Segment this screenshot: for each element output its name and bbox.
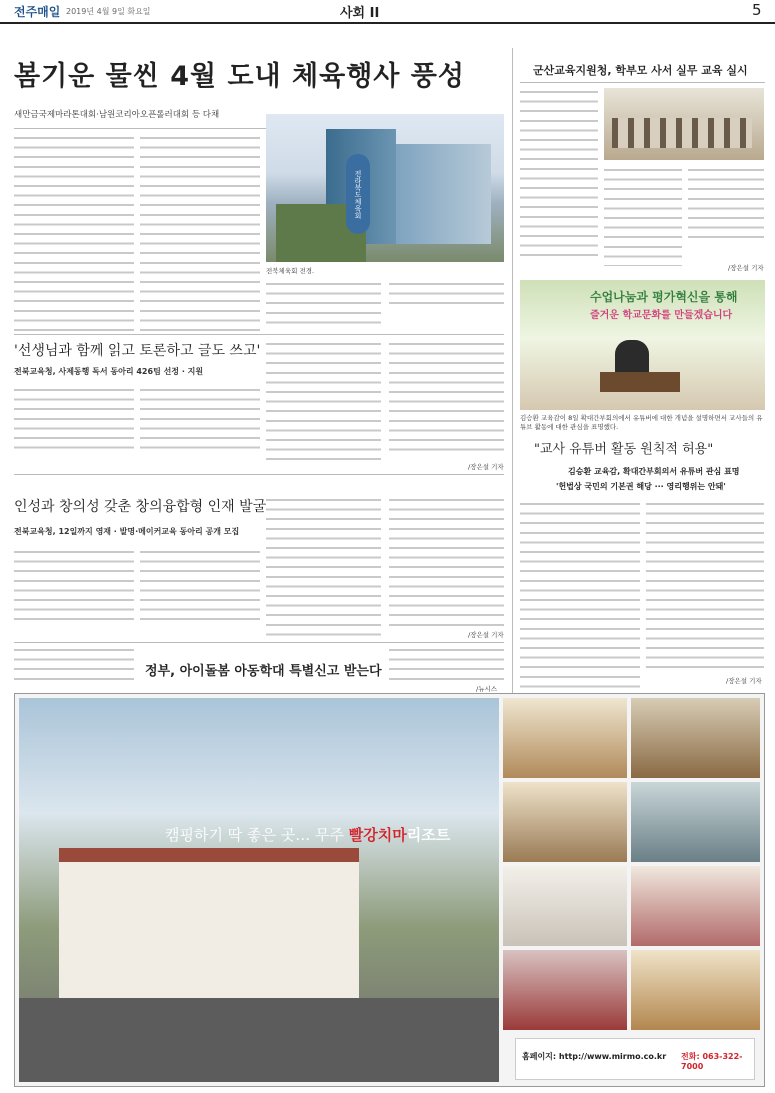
youtube-byline: /장은설 기자 [726, 677, 762, 685]
right-top-headline: 군산교육지원청, 학부모 사서 실무 교육 실시 [533, 64, 748, 77]
reading-body-col2 [140, 386, 260, 456]
youtube-quote: "교사 유튜버 활동 원칙적 허용" [534, 442, 714, 457]
right-top-photo [604, 88, 764, 160]
ad-contact-box [515, 1038, 755, 1080]
youtube-subheadline-2: '헌법상 국민의 기본권 해당 ··· 영리행위는 안돼' [556, 482, 726, 491]
reading-body-col1 [14, 386, 134, 456]
ad-brand-suffix: 리조트 [406, 826, 451, 844]
main-photo-caption: 전북체육회 전경. [266, 267, 315, 275]
ad-photo-3 [503, 782, 627, 862]
ad-photo-8 [631, 950, 760, 1030]
talent-subheadline: 전북교육청, 12일까지 영재 · 발명·메이커교육 동아리 공개 모집 [14, 527, 240, 536]
ad-slogan-text: 캠핑하기 딱 좋은 곳… 무주 [165, 826, 344, 844]
right-top-body-col1 [520, 88, 598, 263]
right-top-body-col3 [688, 166, 764, 246]
reading-body-col3 [266, 340, 381, 460]
main-body-col1 [14, 134, 134, 334]
talent-body-col1 [14, 548, 134, 628]
ad-phone: 전화: 063-322-7000 [681, 1052, 743, 1071]
advertisement [14, 693, 765, 1087]
talent-byline: /장은설 기자 [468, 631, 504, 639]
paper-name: 전주매일 [14, 5, 61, 19]
parking-lot [19, 998, 499, 1082]
ad-photo-5 [503, 866, 627, 946]
right-top-byline: /장은설 기자 [728, 264, 764, 272]
main-body-col3 [266, 280, 381, 330]
resort-building [59, 848, 359, 1002]
ad-brand: 빨강치마 [348, 826, 407, 844]
youtube-body-col1 [520, 500, 640, 688]
youtube-body-col2 [646, 500, 764, 670]
main-body-col4 [389, 280, 504, 310]
divider [520, 82, 765, 83]
banner-text-1: 수업나눔과 평가혁신을 통해 [590, 290, 738, 304]
page-header [0, 0, 775, 24]
divider [14, 642, 504, 643]
youtube-photo [520, 280, 765, 410]
youtube-subheadline-1: 김승환 교육감, 확대간부회의서 유튜버 관심 표명 [568, 467, 740, 476]
issue-date: 2019년 4월 9일 화요일 [66, 7, 151, 16]
divider [14, 474, 504, 475]
ad-photo-2 [631, 698, 760, 778]
talent-body-col3 [266, 496, 381, 636]
banner-text-2: 즐거운 학교문화를 만들겠습니다 [590, 310, 733, 321]
resort-photo [19, 698, 499, 1082]
reading-byline: /장은설 기자 [468, 463, 504, 471]
page-number: 5 [752, 1, 762, 19]
abuse-body-col1 [14, 646, 134, 684]
divider [14, 334, 504, 335]
main-subheadline: 새만금국제마라톤대회·남원코리아오픈롤러대회 등 다채 [14, 110, 220, 120]
sign-stone: 전라북도체육회 [346, 154, 370, 234]
reading-body-col4 [389, 340, 504, 455]
abuse-body-col4 [389, 646, 504, 684]
ad-photo-7 [503, 950, 627, 1030]
podium [600, 372, 680, 392]
ad-slogan [165, 824, 450, 845]
ad-photo-4 [631, 782, 760, 862]
talent-body-col4 [389, 496, 504, 626]
audience [612, 118, 752, 148]
main-photo [266, 114, 504, 262]
section-title: 사회 II [340, 6, 380, 21]
main-body-col2 [140, 134, 260, 334]
reading-subheadline: 전북교육청, 사제동행 독서 동아리 426팀 선정 · 지원 [14, 367, 204, 376]
reading-headline: '선생님과 함께 읽고 토론하고 글도 쓰고' [14, 343, 261, 359]
abuse-headline: 정부, 아이돌봄 아동학대 특별신고 받는다 [145, 664, 382, 679]
ad-homepage: 홈페이지: http://www.mirmo.co.kr [522, 1052, 667, 1061]
building-shape [396, 144, 491, 244]
abuse-byline: /뉴시스 [476, 685, 498, 693]
main-headline: 봄기운 물씬 4월 도내 체육행사 풍성 [14, 61, 465, 92]
talent-headline: 인성과 창의성 갖춘 창의융합형 인재 발굴 [14, 499, 267, 515]
talent-body-col2 [140, 548, 260, 628]
ad-photo-6 [631, 866, 760, 946]
right-top-body-col2 [604, 166, 682, 266]
ad-photo-1 [503, 698, 627, 778]
youtube-photo-caption: 김승환 교육감이 8일 확대간부회의에서 유튜버에 대한 개념을 설명하면서 교사들의 유튜브 활동에 대한 관심을 표명했다. [520, 414, 763, 431]
